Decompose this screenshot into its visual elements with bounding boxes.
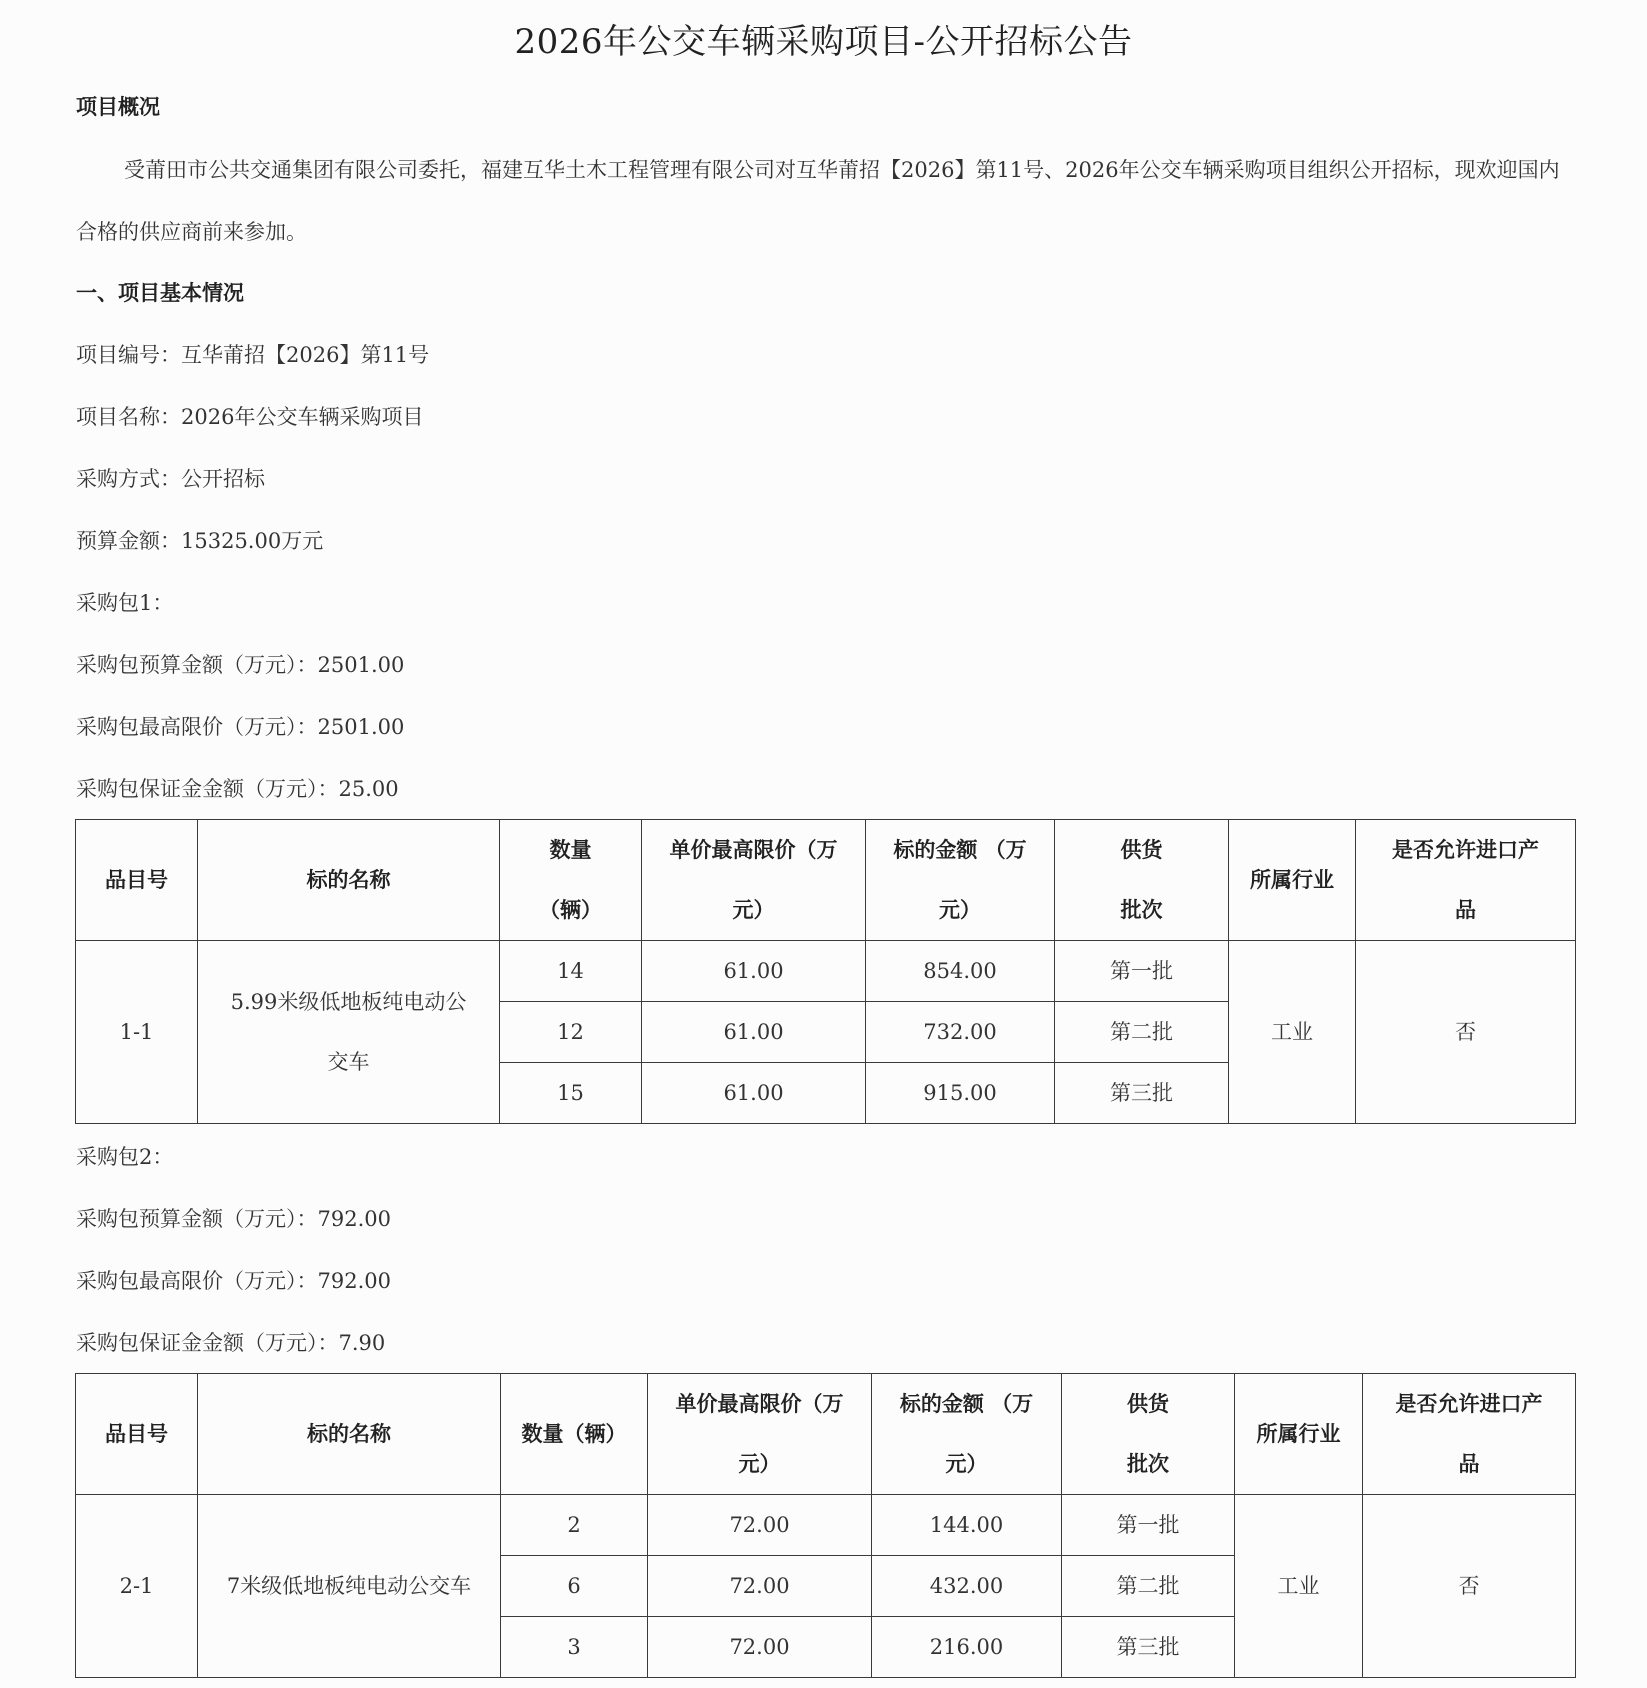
project-name: 项目名称：2026年公交车辆采购项目 [76, 405, 424, 429]
amount-cell: 915.00 [866, 1063, 1055, 1124]
batch-cell: 第一批 [1055, 941, 1229, 1002]
package-1-table [75, 819, 1576, 1124]
batch-cell: 第三批 [1055, 1063, 1229, 1124]
package-2-budget: 采购包预算金额（万元）：792.00 [76, 1207, 391, 1231]
batch-cell: 第三批 [1062, 1617, 1235, 1678]
budget-amount: 预算金额：15325.00万元 [76, 529, 324, 553]
industry-cell: 工业 [1229, 941, 1356, 1124]
header-quantity: 数量 （辆） [500, 820, 642, 941]
quantity-cell: 6 [501, 1556, 648, 1617]
table-header-row [76, 1374, 1576, 1495]
header-industry: 所属行业 [1235, 1374, 1363, 1495]
amount-cell: 432.00 [872, 1556, 1062, 1617]
table-row [76, 941, 1576, 1002]
package-2-table [75, 1373, 1576, 1678]
package-2-deposit: 采购包保证金金额（万元）：7.90 [76, 1331, 386, 1355]
amount-cell: 144.00 [872, 1495, 1062, 1556]
quantity-cell: 12 [500, 1002, 642, 1063]
unit-price-cell: 61.00 [642, 1002, 866, 1063]
unit-price-cell: 72.00 [648, 1556, 872, 1617]
header-import: 是否允许进口产 品 [1363, 1374, 1576, 1495]
unit-price-cell: 61.00 [642, 1063, 866, 1124]
item-no-cell: 2-1 [76, 1495, 198, 1678]
unit-price-cell: 72.00 [648, 1617, 872, 1678]
subject-name-cell: 7米级低地板纯电动公交车 [198, 1495, 501, 1678]
package-1-budget: 采购包预算金额（万元）：2501.00 [76, 653, 405, 677]
batch-cell: 第二批 [1062, 1556, 1235, 1617]
header-amount: 标的金额 （万 元） [872, 1374, 1062, 1495]
page-title: 2026年公交车辆采购项目-公开招标公告 [514, 22, 1133, 62]
overview-text: 受莆田市公共交通集团有限公司委托，福建互华土木工程管理有限公司对互华莆招【2026】第11号、2026年公交车辆采购项目组织公开招标，现欢迎国内合格的供应商前来参加。 [76, 158, 1560, 244]
header-import: 是否允许进口产 品 [1356, 820, 1576, 941]
table-row [76, 1495, 1576, 1556]
header-item-no: 品目号 [76, 1374, 198, 1495]
package-2-label: 采购包2： [76, 1145, 174, 1169]
header-unit-price: 单价最高限价（万 元） [648, 1374, 872, 1495]
quantity-cell: 3 [501, 1617, 648, 1678]
procurement-method: 采购方式：公开招标 [76, 467, 265, 491]
package-1-label: 采购包1： [76, 591, 174, 615]
quantity-cell: 2 [501, 1495, 648, 1556]
unit-price-cell: 61.00 [642, 941, 866, 1002]
table-header-row [76, 820, 1576, 941]
overview-heading: 项目概况 [76, 94, 160, 119]
project-number: 项目编号：互华莆招【2026】第11号 [76, 343, 430, 367]
header-subject-name: 标的名称 [198, 1374, 501, 1495]
amount-cell: 216.00 [872, 1617, 1062, 1678]
header-subject-name: 标的名称 [198, 820, 500, 941]
item-no-cell: 1-1 [76, 941, 198, 1124]
header-industry: 所属行业 [1229, 820, 1356, 941]
industry-cell: 工业 [1235, 1495, 1363, 1678]
batch-cell: 第二批 [1055, 1002, 1229, 1063]
quantity-cell: 15 [500, 1063, 642, 1124]
header-item-no: 品目号 [76, 820, 198, 941]
unit-price-cell: 72.00 [648, 1495, 872, 1556]
quantity-cell: 14 [500, 941, 642, 1002]
package-1-max-price: 采购包最高限价（万元）：2501.00 [76, 715, 405, 739]
section-heading-basic: 一、项目基本情况 [76, 280, 244, 305]
package-2-max-price: 采购包最高限价（万元）：792.00 [76, 1269, 391, 1293]
amount-cell: 854.00 [866, 941, 1055, 1002]
amount-cell: 732.00 [866, 1002, 1055, 1063]
header-quantity: 数量（辆） [501, 1374, 648, 1495]
header-unit-price: 单价最高限价（万 元） [642, 820, 866, 941]
package-1-deposit: 采购包保证金金额（万元）：25.00 [76, 777, 399, 801]
header-amount: 标的金额 （万 元） [866, 820, 1055, 941]
subject-name-cell: 5.99米级低地板纯电动公 交车 [198, 941, 500, 1124]
header-batch: 供货 批次 [1062, 1374, 1235, 1495]
header-batch: 供货 批次 [1055, 820, 1229, 941]
import-cell: 否 [1356, 941, 1576, 1124]
batch-cell: 第一批 [1062, 1495, 1235, 1556]
import-cell: 否 [1363, 1495, 1576, 1678]
